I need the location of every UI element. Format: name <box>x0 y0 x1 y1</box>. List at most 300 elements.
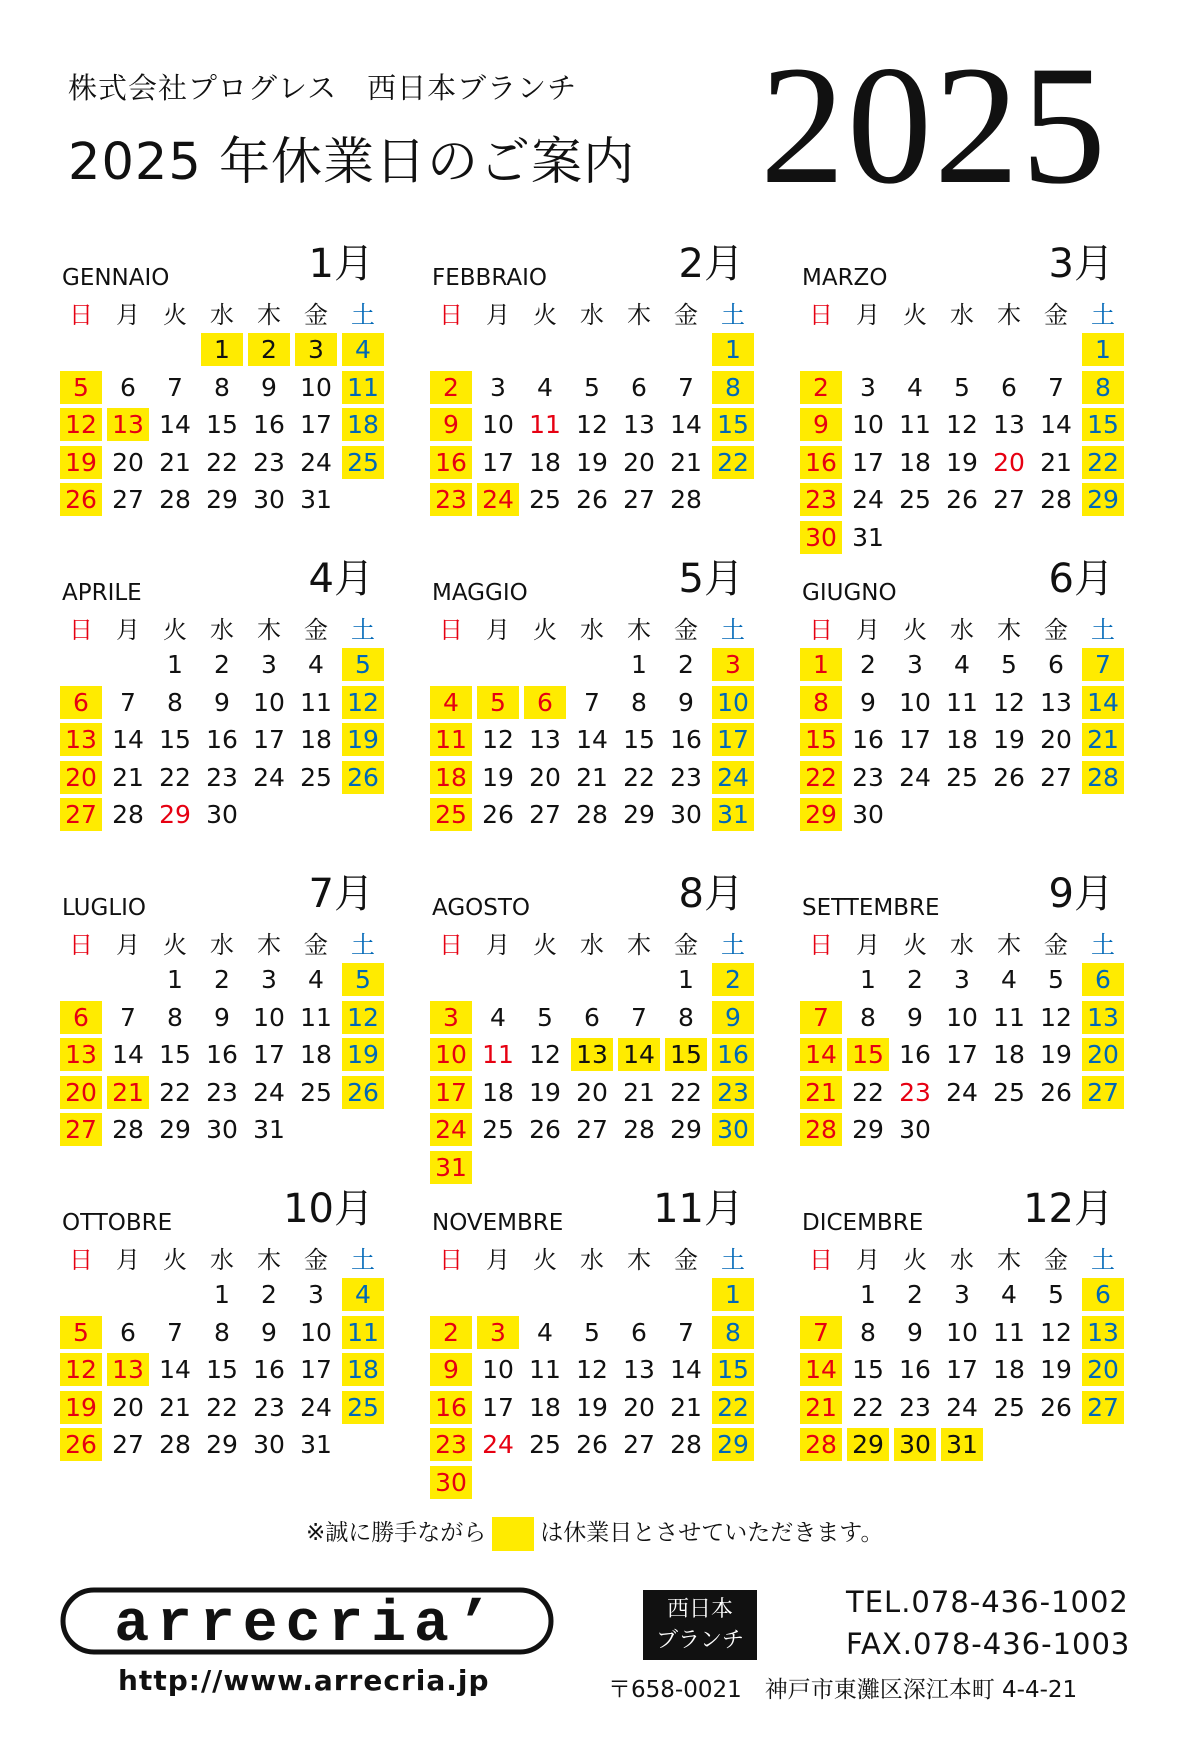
calendar-day: 14 <box>159 410 191 439</box>
calendar-day: 3 <box>490 372 506 402</box>
weekday-header: 水 <box>210 1246 234 1274</box>
closed-day: 8 <box>712 1316 754 1349</box>
calendar-day: 3 <box>954 965 970 994</box>
calendar-day: 18 <box>946 725 978 754</box>
weekday-header: 水 <box>210 301 234 329</box>
closed-day: 23 <box>430 483 472 516</box>
calendar-day: 23 <box>206 762 238 792</box>
closed-day: 16 <box>430 446 472 479</box>
weekday-header: 金 <box>1044 616 1068 644</box>
closed-day: 14 <box>800 1038 842 1071</box>
closed-day: 6 <box>60 686 102 719</box>
calendar-day: 20 <box>112 1392 144 1422</box>
closed-day: 13 <box>1082 1316 1124 1349</box>
calendar-day: 26 <box>1040 1392 1072 1422</box>
closed-day: 12 <box>60 1353 102 1386</box>
calendar-day: 27 <box>1040 762 1072 792</box>
closed-day: 15 <box>712 408 754 441</box>
address: 〒658-0021 神戸市東灘区深江本町 4-4-21 <box>608 1677 1078 1703</box>
weekday-header: 金 <box>674 931 698 959</box>
calendar-day: 10 <box>899 687 931 717</box>
closed-day: 10 <box>430 1038 472 1071</box>
closed-day: 28 <box>800 1428 842 1461</box>
month-name-italian: APRILE <box>62 580 142 606</box>
calendar-day: 27 <box>623 1430 655 1459</box>
closed-day: 22 <box>800 761 842 794</box>
fax: FAX.078-436-1003 <box>846 1627 1131 1661</box>
calendar-day: 24 <box>852 485 884 514</box>
weekday-header: 月 <box>486 616 510 644</box>
closed-day: 1 <box>712 1278 754 1311</box>
weekday-header: 火 <box>533 301 557 329</box>
calendar-day: 15 <box>159 725 191 754</box>
weekday-header: 火 <box>163 616 187 644</box>
calendar-day: 7 <box>120 1002 136 1032</box>
calendar-day: 16 <box>206 725 238 754</box>
calendar-day: 3 <box>261 965 277 994</box>
closed-day: 7 <box>800 1001 842 1034</box>
calendar-day: 29 <box>159 800 191 829</box>
weekday-header: 土 <box>351 301 375 329</box>
closed-day: 25 <box>342 1391 384 1424</box>
calendar-day: 17 <box>482 1392 514 1422</box>
closed-day: 29 <box>847 1428 889 1461</box>
calendar-day: 28 <box>112 1115 144 1144</box>
calendar-day: 4 <box>907 372 923 402</box>
calendar-day: 30 <box>852 800 884 829</box>
calendar-day: 22 <box>206 1392 238 1422</box>
weekday-header: 火 <box>903 1246 927 1274</box>
calendar-day: 11 <box>529 1355 561 1384</box>
calendar-day: 16 <box>852 725 884 754</box>
calendar-day: 4 <box>537 372 553 402</box>
calendar-day: 9 <box>214 687 230 717</box>
closed-day: 19 <box>342 723 384 756</box>
calendar-day: 21 <box>112 762 144 792</box>
month-name-italian: OTTOBRE <box>62 1210 173 1236</box>
calendar-day: 25 <box>946 762 978 792</box>
calendar-day: 25 <box>993 1392 1025 1422</box>
calendar-day: 3 <box>308 1280 324 1309</box>
calendar-day: 19 <box>1040 1040 1072 1069</box>
calendar-day: 22 <box>670 1077 702 1107</box>
calendar-day: 19 <box>946 447 978 477</box>
closed-day: 14 <box>1082 686 1124 719</box>
closed-day: 24 <box>430 1113 472 1146</box>
closed-day: 20 <box>1082 1353 1124 1386</box>
closed-day: 25 <box>430 798 472 831</box>
calendar-day: 2 <box>678 650 694 679</box>
year-display: 2025 <box>760 31 1108 219</box>
calendar-day: 25 <box>993 1077 1025 1107</box>
calendar-day: 1 <box>860 965 876 994</box>
closed-day: 22 <box>712 446 754 479</box>
calendar-day: 11 <box>300 1002 332 1032</box>
weekday-header: 月 <box>486 1246 510 1274</box>
calendar-day: 26 <box>993 762 1025 792</box>
weekday-header: 月 <box>856 1246 880 1274</box>
weekday-header: 土 <box>721 1246 745 1274</box>
calendar-day: 20 <box>529 762 561 792</box>
logo-wordmark: arrecria’ <box>114 1593 500 1658</box>
month-block-10 <box>0 1185 400 1485</box>
calendar-day: 30 <box>206 1115 238 1144</box>
weekday-header: 金 <box>1044 931 1068 959</box>
calendar-day: 2 <box>907 1280 923 1309</box>
calendar-day: 26 <box>1040 1077 1072 1107</box>
month-name-japanese: 3月 <box>1048 241 1114 287</box>
closed-day: 21 <box>800 1076 842 1109</box>
calendar-day: 31 <box>300 485 332 514</box>
month-name-japanese: 5月 <box>678 556 744 602</box>
closed-day: 15 <box>847 1038 889 1071</box>
calendar-day: 1 <box>167 965 183 994</box>
closed-day: 2 <box>430 371 472 404</box>
weekday-header: 木 <box>257 1246 281 1274</box>
calendar-day: 14 <box>670 410 702 439</box>
closed-day: 19 <box>342 1038 384 1071</box>
calendar-day: 6 <box>120 372 136 402</box>
calendar-day: 9 <box>261 1317 277 1347</box>
closed-day: 31 <box>941 1428 983 1461</box>
calendar-day: 8 <box>214 372 230 402</box>
calendar-day: 20 <box>993 447 1025 477</box>
closed-day: 6 <box>60 1001 102 1034</box>
weekday-header: 水 <box>210 616 234 644</box>
closed-day: 22 <box>1082 446 1124 479</box>
calendar-day: 24 <box>300 447 332 477</box>
calendar-day: 4 <box>1001 1280 1017 1309</box>
closed-day: 4 <box>430 686 472 719</box>
calendar-day: 19 <box>576 1392 608 1422</box>
closed-day: 13 <box>1082 1001 1124 1034</box>
closed-day: 3 <box>712 648 754 681</box>
weekday-header: 木 <box>627 616 651 644</box>
calendar-day: 24 <box>253 1077 285 1107</box>
calendar-day: 27 <box>993 485 1025 514</box>
telephone: TEL.078-436-1002 <box>846 1585 1129 1619</box>
closed-day: 27 <box>60 1113 102 1146</box>
month-name-japanese: 8月 <box>678 871 744 917</box>
month-block-8 <box>370 870 770 1182</box>
calendar-day: 10 <box>946 1002 978 1032</box>
closed-day: 13 <box>107 408 149 441</box>
weekday-header: 木 <box>627 301 651 329</box>
closed-day: 1 <box>1082 333 1124 366</box>
closed-day: 9 <box>430 1353 472 1386</box>
calendar-day: 11 <box>993 1002 1025 1032</box>
closed-day: 28 <box>800 1113 842 1146</box>
calendar-day: 8 <box>167 687 183 717</box>
weekday-header: 月 <box>116 931 140 959</box>
closed-day: 16 <box>430 1391 472 1424</box>
calendar-day: 29 <box>159 1115 191 1144</box>
month-name-italian: SETTEMBRE <box>802 895 940 921</box>
month-block-12 <box>740 1185 1140 1485</box>
calendar-day: 27 <box>112 485 144 514</box>
calendar-day: 27 <box>623 485 655 514</box>
closed-day: 30 <box>712 1113 754 1146</box>
weekday-header: 水 <box>210 931 234 959</box>
closed-day: 20 <box>60 761 102 794</box>
weekday-header: 土 <box>1091 301 1115 329</box>
calendar-day: 5 <box>537 1002 553 1032</box>
weekday-header: 火 <box>903 301 927 329</box>
weekday-header: 水 <box>580 301 604 329</box>
closed-day: 29 <box>800 798 842 831</box>
calendar-day: 9 <box>907 1002 923 1032</box>
calendar-day: 24 <box>946 1392 978 1422</box>
calendar-day: 11 <box>993 1317 1025 1347</box>
month-name-japanese: 1月 <box>308 241 374 287</box>
month-block-6 <box>740 555 1140 855</box>
calendar-day: 19 <box>576 447 608 477</box>
calendar-day: 13 <box>623 410 655 439</box>
calendar-day: 29 <box>206 485 238 514</box>
weekday-header: 木 <box>997 616 1021 644</box>
weekday-header: 土 <box>351 1246 375 1274</box>
calendar-day: 21 <box>670 1392 702 1422</box>
weekday-header: 日 <box>69 1246 93 1274</box>
calendar-day: 19 <box>993 725 1025 754</box>
calendar-day: 12 <box>1040 1317 1072 1347</box>
weekday-header: 木 <box>997 301 1021 329</box>
calendar-day: 18 <box>482 1077 514 1107</box>
calendar-day: 17 <box>253 725 285 754</box>
closed-day: 13 <box>107 1353 149 1386</box>
calendar-day: 10 <box>852 410 884 439</box>
weekday-header: 金 <box>1044 1246 1068 1274</box>
closed-day: 8 <box>800 686 842 719</box>
calendar-day: 14 <box>159 1355 191 1384</box>
closed-day: 3 <box>295 333 337 366</box>
month-block-11 <box>370 1185 770 1497</box>
calendar-day: 28 <box>1040 485 1072 514</box>
calendar-day: 18 <box>529 1392 561 1422</box>
weekday-header: 月 <box>856 616 880 644</box>
weekday-header: 木 <box>257 931 281 959</box>
calendar-day: 23 <box>899 1077 931 1107</box>
calendar-day: 20 <box>112 447 144 477</box>
closed-day: 18 <box>342 1353 384 1386</box>
calendar-day: 25 <box>899 485 931 514</box>
calendar-day: 26 <box>482 800 514 829</box>
calendar-day: 1 <box>167 650 183 679</box>
calendar-day: 10 <box>482 410 514 439</box>
closed-day: 2 <box>800 371 842 404</box>
calendar-day: 16 <box>899 1355 931 1384</box>
weekday-header: 火 <box>533 931 557 959</box>
company-name: 株式会社プログレス 西日本ブランチ <box>68 71 578 105</box>
weekday-header: 金 <box>304 1246 328 1274</box>
weekday-header: 土 <box>721 931 745 959</box>
calendar-day: 22 <box>623 762 655 792</box>
weekday-header: 火 <box>163 301 187 329</box>
calendar-day: 27 <box>529 800 561 829</box>
calendar-day: 3 <box>860 372 876 402</box>
month-block-4 <box>0 555 400 855</box>
calendar-day: 14 <box>670 1355 702 1384</box>
calendar-day: 4 <box>308 650 324 679</box>
calendar-day: 28 <box>670 485 702 514</box>
weekday-header: 木 <box>627 931 651 959</box>
closed-day: 27 <box>1082 1391 1124 1424</box>
calendar-day: 13 <box>529 725 561 754</box>
calendar-day: 10 <box>300 372 332 402</box>
month-block-5 <box>370 555 770 855</box>
closed-day: 14 <box>800 1353 842 1386</box>
calendar-day: 11 <box>899 410 931 439</box>
calendar-day: 3 <box>907 650 923 679</box>
weekday-header: 日 <box>809 301 833 329</box>
calendar-day: 7 <box>678 1317 694 1347</box>
calendar-day: 6 <box>631 372 647 402</box>
calendar-day: 16 <box>899 1040 931 1069</box>
month-name-japanese: 9月 <box>1048 871 1114 917</box>
weekday-header: 金 <box>674 301 698 329</box>
closed-day: 26 <box>60 1428 102 1461</box>
weekday-header: 金 <box>304 931 328 959</box>
calendar-day: 24 <box>946 1077 978 1107</box>
weekday-header: 木 <box>627 1246 651 1274</box>
month-name-italian: AGOSTO <box>432 895 531 921</box>
calendar-day: 6 <box>1048 650 1064 679</box>
weekday-header: 月 <box>116 1246 140 1274</box>
calendar-day: 13 <box>623 1355 655 1384</box>
calendar-day: 10 <box>946 1317 978 1347</box>
calendar-day: 17 <box>899 725 931 754</box>
calendar-day: 22 <box>206 447 238 477</box>
calendar-day: 1 <box>214 1280 230 1309</box>
closed-day: 25 <box>342 446 384 479</box>
closed-day: 1 <box>800 648 842 681</box>
month-name-italian: GENNAIO <box>62 265 170 291</box>
month-block-3 <box>740 240 1140 552</box>
closed-day: 11 <box>342 371 384 404</box>
calendar-day: 27 <box>576 1115 608 1144</box>
calendar-day: 4 <box>537 1317 553 1347</box>
closed-day: 26 <box>342 761 384 794</box>
calendar-day: 28 <box>159 485 191 514</box>
closed-day: 5 <box>60 1316 102 1349</box>
calendar-day: 9 <box>907 1317 923 1347</box>
branch-badge <box>643 1590 757 1660</box>
calendar-day: 25 <box>482 1115 514 1144</box>
weekday-header: 水 <box>950 931 974 959</box>
calendar-day: 8 <box>860 1002 876 1032</box>
calendar-day: 17 <box>852 447 884 477</box>
weekday-header: 金 <box>674 1246 698 1274</box>
calendar-day: 1 <box>631 650 647 679</box>
calendar-day: 25 <box>529 485 561 514</box>
closed-day: 17 <box>430 1076 472 1109</box>
weekday-header: 月 <box>856 931 880 959</box>
calendar-day: 7 <box>1048 372 1064 402</box>
calendar-day: 28 <box>576 800 608 829</box>
weekday-header: 月 <box>856 301 880 329</box>
closed-day: 3 <box>477 1316 519 1349</box>
closed-day: 29 <box>1082 483 1124 516</box>
calendar-day: 24 <box>253 762 285 792</box>
closed-day: 14 <box>618 1038 660 1071</box>
calendar-day: 20 <box>623 447 655 477</box>
calendar-day: 30 <box>670 800 702 829</box>
calendar-day: 13 <box>1040 687 1072 717</box>
calendar-day: 1 <box>860 1280 876 1309</box>
calendar-day: 3 <box>954 1280 970 1309</box>
calendar-day: 18 <box>899 447 931 477</box>
closed-day: 20 <box>1082 1038 1124 1071</box>
weekday-header: 火 <box>163 1246 187 1274</box>
calendar-day: 26 <box>576 1430 608 1459</box>
weekday-header: 水 <box>950 616 974 644</box>
calendar-day: 15 <box>159 1040 191 1069</box>
weekday-header: 日 <box>69 301 93 329</box>
closed-day: 11 <box>430 723 472 756</box>
weekday-header: 日 <box>439 616 463 644</box>
calendar-day: 15 <box>206 1355 238 1384</box>
closed-day: 30 <box>800 521 842 554</box>
closed-day: 13 <box>60 723 102 756</box>
closed-day: 23 <box>712 1076 754 1109</box>
month-block-1 <box>0 240 400 540</box>
calendar-day: 17 <box>946 1355 978 1384</box>
closed-day: 9 <box>430 408 472 441</box>
calendar-day: 18 <box>993 1355 1025 1384</box>
calendar-day: 18 <box>300 725 332 754</box>
closed-day: 19 <box>60 1391 102 1424</box>
weekday-header: 日 <box>69 616 93 644</box>
closed-day: 1 <box>712 333 754 366</box>
closed-day: 16 <box>712 1038 754 1071</box>
weekday-header: 日 <box>809 1246 833 1274</box>
calendar-day: 23 <box>206 1077 238 1107</box>
calendar-day: 3 <box>261 650 277 679</box>
calendar-day: 18 <box>993 1040 1025 1069</box>
calendar-day: 20 <box>623 1392 655 1422</box>
calendar-day: 8 <box>631 687 647 717</box>
calendar-day: 14 <box>112 1040 144 1069</box>
calendar-day: 17 <box>946 1040 978 1069</box>
closed-day: 27 <box>60 798 102 831</box>
weekday-header: 金 <box>304 301 328 329</box>
closed-day: 28 <box>1082 761 1124 794</box>
calendar-day: 11 <box>946 687 978 717</box>
weekday-header: 水 <box>580 616 604 644</box>
calendar-day: 22 <box>159 1077 191 1107</box>
calendar-day: 17 <box>300 1355 332 1384</box>
calendar-day: 5 <box>954 372 970 402</box>
calendar-day: 13 <box>993 410 1025 439</box>
weekday-header: 日 <box>809 616 833 644</box>
closed-day: 17 <box>712 723 754 756</box>
calendar-day: 12 <box>1040 1002 1072 1032</box>
month-name-japanese: 11月 <box>653 1186 744 1232</box>
calendar-day: 2 <box>214 965 230 994</box>
weekday-header: 土 <box>351 931 375 959</box>
calendar-day: 16 <box>253 1355 285 1384</box>
closed-day: 16 <box>800 446 842 479</box>
calendar-day: 22 <box>159 762 191 792</box>
closed-day: 13 <box>60 1038 102 1071</box>
calendar-day: 29 <box>852 1115 884 1144</box>
calendar-day: 21 <box>159 1392 191 1422</box>
calendar-day: 5 <box>584 372 600 402</box>
month-name-japanese: 7月 <box>308 871 374 917</box>
calendar-day: 4 <box>954 650 970 679</box>
month-name-italian: GIUGNO <box>802 580 897 606</box>
closed-day: 1 <box>201 333 243 366</box>
